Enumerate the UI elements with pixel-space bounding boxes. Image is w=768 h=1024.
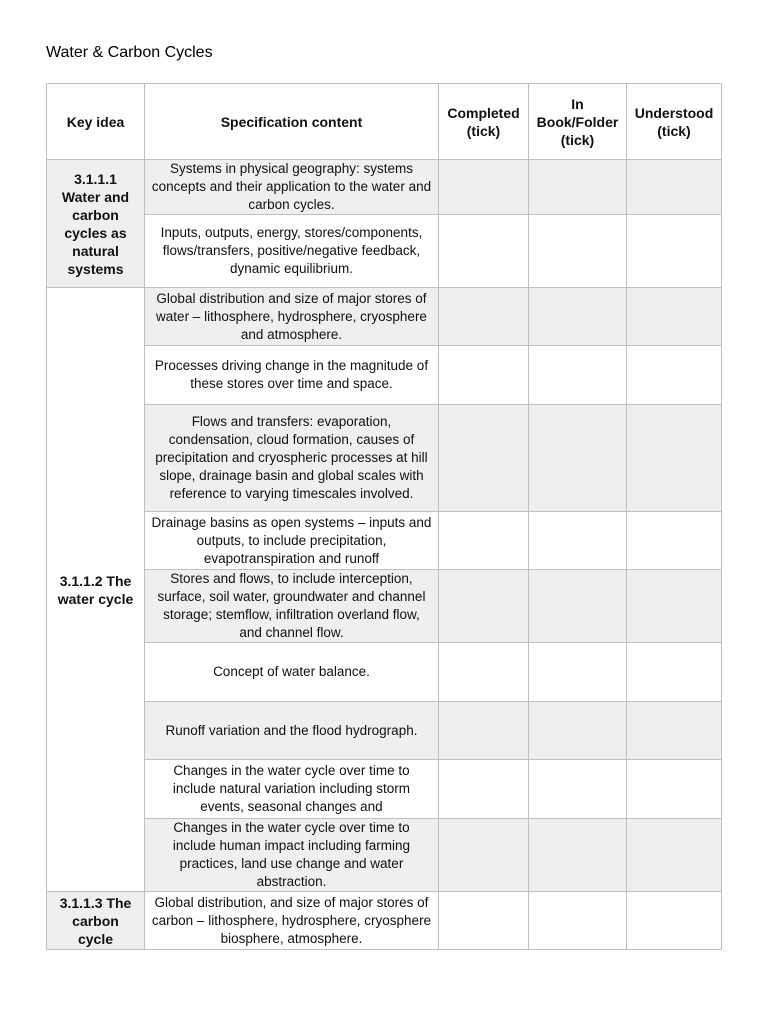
completed-tick-cell[interactable] [439,570,529,643]
table-row [47,288,722,346]
in-book-tick-cell[interactable] [529,215,627,288]
completed-tick-cell[interactable] [439,702,529,760]
understood-tick-cell[interactable] [627,160,722,215]
understood-tick-cell[interactable] [627,760,722,819]
completed-tick-cell[interactable] [439,346,529,405]
completed-tick-cell[interactable] [439,760,529,819]
key-idea-cell: 3.1.1.3 The carbon cycle [47,892,145,950]
page-title: Water & Carbon Cycles [46,44,213,61]
completed-tick-cell[interactable] [439,892,529,950]
understood-tick-cell[interactable] [627,819,722,892]
understood-tick-cell[interactable] [627,892,722,950]
understood-tick-cell[interactable] [627,702,722,760]
key-idea-cell: 3.1.1.2 The water cycle [47,288,145,892]
in-book-tick-cell[interactable] [529,570,627,643]
table-row [47,346,722,405]
table-row [47,892,722,950]
in-book-tick-cell[interactable] [529,760,627,819]
header-spec-content: Specification content [145,84,439,160]
in-book-tick-cell[interactable] [529,643,627,702]
completed-tick-cell[interactable] [439,405,529,512]
header-row [47,84,722,160]
understood-tick-cell[interactable] [627,346,722,405]
table-row [47,405,722,512]
spec-content-cell: Global distribution and size of major stores of water – lithosphere, hydrosphere, cryosphere and atmosphere. [145,288,439,346]
in-book-tick-cell[interactable] [529,288,627,346]
header-key-idea: Key idea [47,84,145,160]
in-book-tick-cell[interactable] [529,892,627,950]
completed-tick-cell[interactable] [439,160,529,215]
table-row [47,819,722,892]
spec-content-cell: Concept of water balance. [145,643,439,702]
in-book-tick-cell[interactable] [529,346,627,405]
understood-tick-cell[interactable] [627,570,722,643]
header-in-book: In Book/Folder (tick) [529,84,627,160]
table-row [47,215,722,288]
table-row [47,760,722,819]
table-row [47,570,722,643]
in-book-tick-cell[interactable] [529,160,627,215]
specification-table [46,83,722,950]
table-row [47,643,722,702]
understood-tick-cell[interactable] [627,512,722,570]
key-idea-cell: 3.1.1.1 Water and carbon cycles as natural systems [47,160,145,288]
completed-tick-cell[interactable] [439,215,529,288]
spec-content-cell: Processes driving change in the magnitude of these stores over time and space. [145,346,439,405]
spec-content-cell: Changes in the water cycle over time to include natural variation including storm events, seasonal changes and [145,760,439,819]
completed-tick-cell[interactable] [439,512,529,570]
table-row [47,702,722,760]
table-row [47,160,722,215]
spec-content-cell: Stores and flows, to include interception, surface, soil water, groundwater and channel storage; stemflow, infiltration overland flow, and channel flow. [145,570,439,643]
spec-content-cell: Drainage basins as open systems – inputs and outputs, to include precipitation, evapotranspiration and runoff [145,512,439,570]
spec-content-cell: Flows and transfers: evaporation, condensation, cloud formation, causes of precipitation and cryospheric processes at hill slope, drainage basin and global scales with reference to varying timescales involved. [145,405,439,512]
spec-content-cell: Systems in physical geography: systems concepts and their application to the water and carbon cycles. [145,160,439,215]
header-understood: Understood (tick) [627,84,722,160]
understood-tick-cell[interactable] [627,215,722,288]
spec-content-cell: Global distribution, and size of major stores of carbon – lithosphere, hydrosphere, cryosphere biosphere, atmosphere. [145,892,439,950]
completed-tick-cell[interactable] [439,288,529,346]
understood-tick-cell[interactable] [627,288,722,346]
in-book-tick-cell[interactable] [529,512,627,570]
header-completed: Completed (tick) [439,84,529,160]
understood-tick-cell[interactable] [627,405,722,512]
spec-content-cell: Changes in the water cycle over time to include human impact including farming practices, land use change and water abstraction. [145,819,439,892]
spec-content-cell: Runoff variation and the flood hydrograph. [145,702,439,760]
completed-tick-cell[interactable] [439,643,529,702]
in-book-tick-cell[interactable] [529,819,627,892]
completed-tick-cell[interactable] [439,819,529,892]
table-row [47,512,722,570]
in-book-tick-cell[interactable] [529,405,627,512]
in-book-tick-cell[interactable] [529,702,627,760]
understood-tick-cell[interactable] [627,643,722,702]
spec-content-cell: Inputs, outputs, energy, stores/components, flows/transfers, positive/negative feedback, dynamic equilibrium. [145,215,439,288]
